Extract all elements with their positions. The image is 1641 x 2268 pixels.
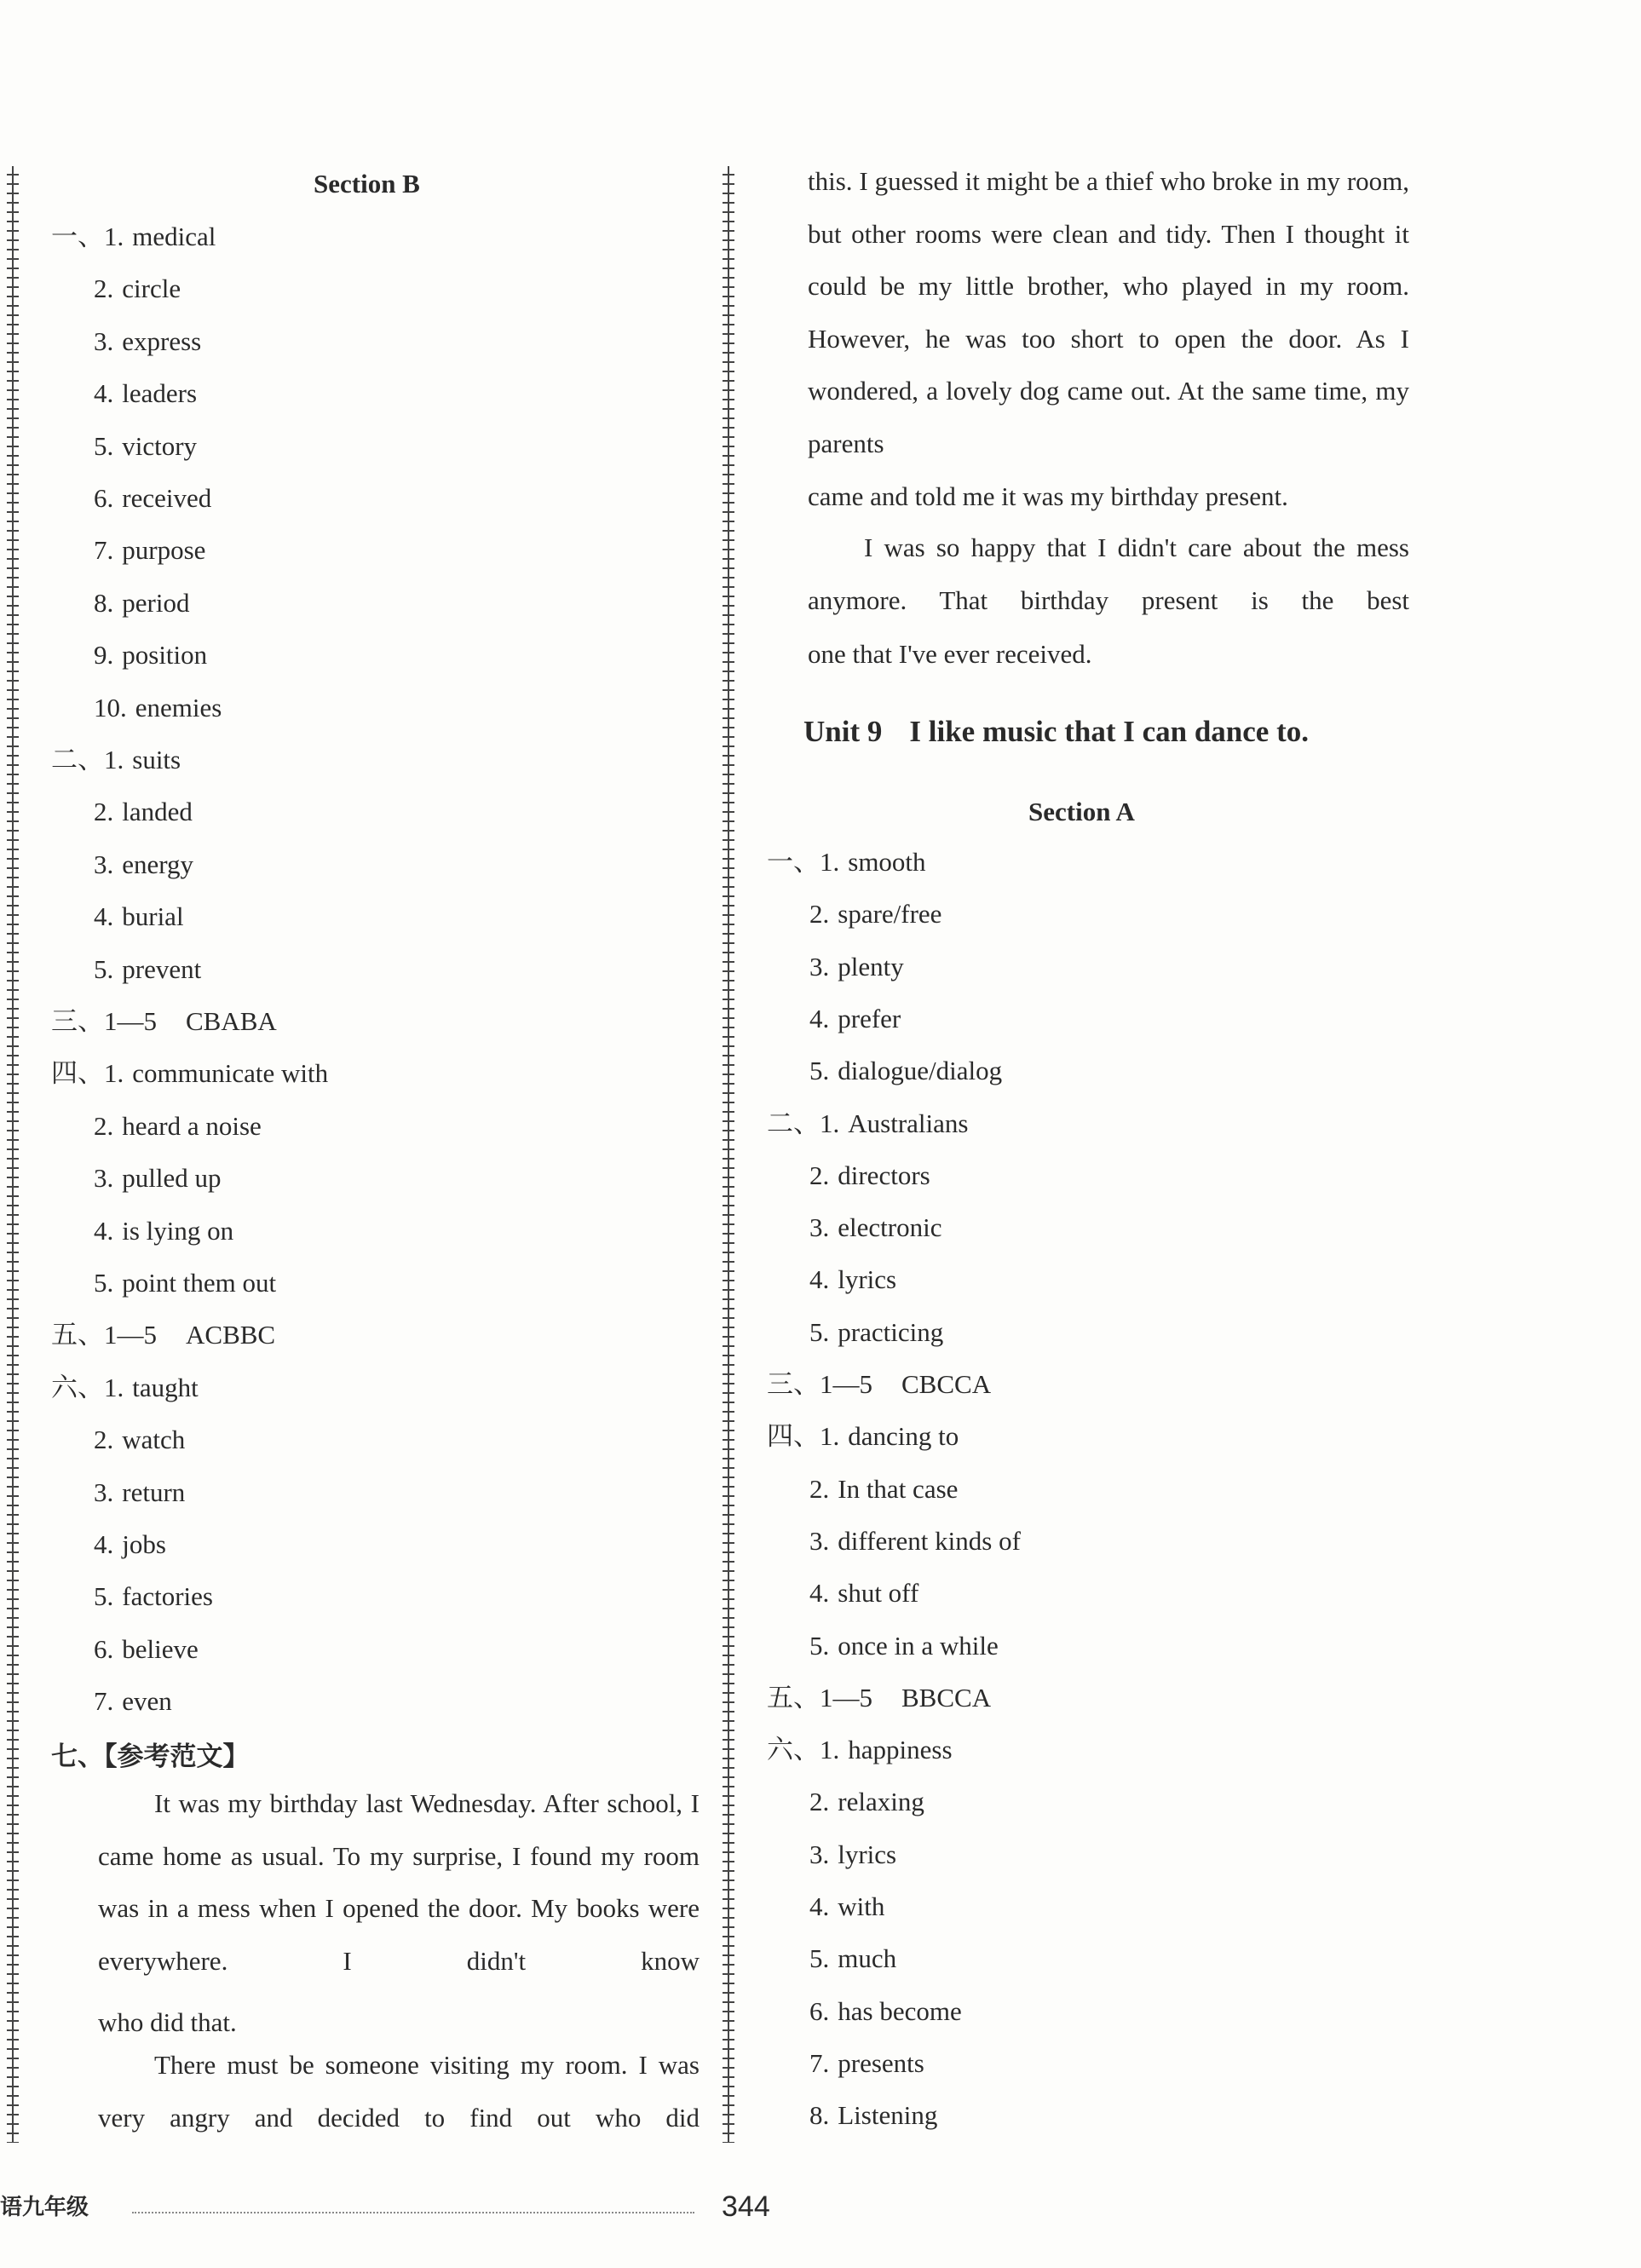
- answer-row: [51, 746, 181, 773]
- answer-text: express: [122, 325, 202, 356]
- answer-number: 2.: [94, 797, 114, 827]
- answer-text: lyrics: [838, 1839, 897, 1869]
- answer-row: [94, 694, 222, 721]
- essay-line: one that I've ever received.: [808, 639, 1092, 669]
- essay-left-paragraph-2: [98, 2039, 700, 2144]
- answer-text: dancing to: [848, 1421, 959, 1452]
- answer-text: even: [122, 1686, 172, 1717]
- answer-number: 9.: [94, 640, 114, 671]
- answer-text: energy: [122, 849, 194, 879]
- answer-number: 4.: [809, 1578, 830, 1609]
- essay-line: my room, but other rooms were clean and tidy.: [808, 166, 1410, 249]
- answer-number: 7.: [809, 2047, 830, 2078]
- answer-number: 3.: [809, 1839, 830, 1869]
- answer-text: point them out: [122, 1268, 277, 1298]
- answer-row: [809, 1005, 901, 1032]
- answer-row: [94, 953, 202, 984]
- answer-number: 5.: [94, 1581, 114, 1612]
- answer-row: [809, 1788, 924, 1815]
- answer-text: plenty: [838, 951, 904, 981]
- answer-text: presents: [838, 2047, 924, 2078]
- answer-number: 三、1—5: [767, 1369, 872, 1399]
- answer-row: [767, 1736, 953, 1763]
- answer-text: practicing: [838, 1316, 944, 1347]
- answer-row: [51, 1321, 275, 1348]
- answer-number: 6.: [809, 1995, 830, 2026]
- answer-row: [767, 1421, 959, 1452]
- answer-text: lyrics: [838, 1264, 897, 1295]
- answer-number: 6.: [94, 483, 114, 513]
- answer-row: [94, 430, 198, 461]
- answer-number: 3.: [809, 951, 830, 981]
- answer-number: 五、1—5: [51, 1320, 157, 1350]
- answer-number: 8.: [94, 587, 114, 618]
- answer-text: happiness: [848, 1735, 953, 1765]
- answer-row: [809, 1057, 1002, 1084]
- answer-text: victory: [122, 430, 198, 461]
- answer-number: 2.: [94, 1110, 114, 1141]
- answer-row: [809, 1473, 959, 1504]
- answer-row: [94, 587, 190, 618]
- answer-text: BBCCA: [901, 1682, 992, 1713]
- answer-row: [94, 1479, 185, 1505]
- answer-row: [94, 1217, 233, 1244]
- essay-line: short to open the door. As I wondered, a lovely: [808, 323, 1410, 406]
- answer-row: [809, 1212, 942, 1243]
- answer-text: ACBBC: [186, 1320, 276, 1350]
- answer-row: [809, 1995, 962, 2026]
- answer-text: medical: [132, 222, 216, 251]
- answer-row: [94, 1269, 276, 1296]
- answer-text: landed: [122, 797, 193, 827]
- answer-number: 四、1.: [51, 1058, 124, 1089]
- answer-number: 2.: [94, 1425, 114, 1455]
- answer-text: circle: [122, 273, 181, 304]
- answer-text: watch: [122, 1425, 186, 1455]
- answer-text: CBABA: [186, 1006, 277, 1036]
- answer-row: [767, 1371, 991, 1397]
- answer-text: smooth: [848, 847, 926, 877]
- answer-row: [809, 1264, 897, 1295]
- answer-text: CBCCA: [901, 1369, 992, 1399]
- answer-row: [809, 1945, 896, 1972]
- unit-title: [803, 717, 1309, 746]
- unit-number: Unit 9: [803, 715, 883, 748]
- essay-line: who did that.: [98, 2007, 237, 2037]
- answer-number: 4.: [94, 1215, 114, 1246]
- answer-row: [94, 903, 184, 930]
- answer-text: once in a while: [838, 1630, 999, 1661]
- binding-margin-left: [7, 166, 19, 2143]
- binding-margin-center: [723, 166, 734, 2143]
- answer-text: Listening: [838, 2100, 938, 2131]
- answer-number: 3.: [809, 1212, 830, 1243]
- answer-row: [809, 1162, 930, 1189]
- answer-text: much: [838, 1943, 897, 1974]
- essay-line: found my room was in a mess when I opened the: [98, 1840, 700, 1923]
- answer-number: 2.: [94, 273, 114, 304]
- answer-row: [767, 1110, 968, 1137]
- answer-number: 4.: [809, 1264, 830, 1295]
- answer-number: 8.: [809, 2100, 830, 2131]
- answer-row: [809, 1893, 884, 1920]
- answer-row: [809, 899, 942, 930]
- essay-line: school, I came home as usual. To my surprise, I: [98, 1788, 700, 1871]
- essay-line: door. My books were everywhere. I didn't know: [98, 1893, 700, 1976]
- answer-number: 六、1.: [51, 1372, 124, 1402]
- answer-row: [94, 1163, 222, 1194]
- essay-line: came and told me it was my birthday present.: [808, 481, 1288, 511]
- answer-number: 2.: [809, 1787, 830, 1817]
- essay-right-paragraph-2: [808, 521, 1409, 626]
- answer-text: communicate with: [132, 1058, 329, 1089]
- answer-row: [51, 1008, 277, 1034]
- answer-text: relaxing: [838, 1787, 924, 1817]
- answer-row: [51, 1374, 199, 1401]
- essay-line: this. I guessed it might be a thief who broke in: [808, 166, 1300, 196]
- essay-right-paragraph-1: [808, 155, 1409, 469]
- answer-row: [809, 953, 904, 980]
- answer-row: [94, 1633, 199, 1664]
- answer-row: [94, 1110, 262, 1141]
- answer-text: leaders: [122, 378, 198, 409]
- answer-text: electronic: [838, 1212, 942, 1243]
- answer-text: pulled up: [122, 1163, 222, 1194]
- answer-number: 4.: [809, 1891, 830, 1921]
- answer-row: [51, 223, 216, 250]
- answer-text: period: [122, 587, 190, 618]
- essay-line: Then I thought it could be my little brother,: [808, 218, 1409, 301]
- answer-row: [809, 1632, 999, 1659]
- answer-number: 5.: [809, 1316, 830, 1347]
- answer-number: 3.: [94, 849, 114, 879]
- answer-row: [809, 1841, 896, 1868]
- answer-row: [94, 1531, 166, 1557]
- answer-text: prefer: [838, 1003, 901, 1033]
- page-number: 344: [722, 2190, 770, 2223]
- answer-number: 一、1.: [767, 847, 840, 877]
- answer-text: has become: [838, 1995, 962, 2026]
- answer-number: 2.: [809, 1160, 830, 1190]
- answer-row: [767, 1684, 991, 1711]
- answer-text: with: [838, 1891, 885, 1921]
- answer-number: 5.: [809, 1056, 830, 1086]
- essay-line: There must be someone visiting my room. I: [154, 2050, 648, 2080]
- answer-row: [809, 1578, 919, 1609]
- answer-row: [94, 851, 193, 878]
- answer-number: 二、1.: [51, 745, 124, 774]
- grade-label: 语九年级: [0, 2195, 89, 2220]
- answer-number: 3.: [94, 1477, 114, 1507]
- footer-dotted-rule: [132, 2212, 694, 2213]
- answer-text: heard a noise: [122, 1110, 262, 1141]
- essay-line: was very angry and decided to find out who did: [98, 2050, 700, 2133]
- answer-row: [809, 1525, 1021, 1556]
- answer-number: 四、1.: [767, 1421, 840, 1452]
- answer-text: dialogue/dialog: [838, 1056, 1003, 1086]
- answer-number: 五、1—5: [767, 1682, 872, 1713]
- answer-text: jobs: [122, 1529, 166, 1559]
- answer-text: purpose: [122, 535, 206, 566]
- answer-row: [94, 275, 181, 302]
- essay-label: 七、【参考范文】: [51, 1741, 250, 1771]
- answer-text: different kinds of: [838, 1525, 1021, 1556]
- answer-number: 三、1—5: [51, 1006, 157, 1036]
- essay-line: It was my birthday last Wednesday. After: [154, 1788, 599, 1818]
- answer-text: is lying on: [122, 1215, 234, 1246]
- essay-left-paragraph-1: [98, 1777, 700, 1987]
- answer-number: 2.: [809, 1473, 830, 1504]
- answer-number: 4.: [94, 378, 114, 409]
- answer-text: directors: [838, 1160, 930, 1190]
- answer-row: [94, 535, 206, 566]
- answer-text: position: [122, 640, 208, 671]
- answer-number: 二、1.: [767, 1108, 840, 1138]
- answer-number: 六、1.: [767, 1735, 840, 1765]
- answer-text: In that case: [838, 1473, 959, 1504]
- answer-row: [809, 1316, 944, 1347]
- answer-number: 4.: [809, 1003, 830, 1033]
- answer-row: [51, 1058, 329, 1089]
- answer-number: 一、1.: [51, 222, 124, 251]
- left-section-title: Section B: [314, 169, 420, 199]
- answer-row: [809, 2047, 924, 2078]
- answer-text: Australians: [848, 1108, 969, 1138]
- answer-number: 6.: [94, 1633, 114, 1664]
- answer-text: burial: [122, 901, 184, 932]
- answer-text: taught: [132, 1372, 199, 1402]
- answer-text: factories: [122, 1581, 213, 1612]
- answer-text: prevent: [122, 953, 202, 984]
- essay-line: I was so happy that I didn't care about the: [864, 532, 1345, 562]
- answer-number: 5.: [94, 1268, 114, 1298]
- answer-row: [94, 325, 202, 356]
- answer-row: [94, 485, 211, 511]
- answer-text: received: [122, 483, 212, 513]
- answer-number: 5.: [809, 1943, 830, 1974]
- answer-number: 2.: [809, 899, 830, 930]
- answer-text: enemies: [135, 692, 222, 722]
- answer-row: [809, 2100, 938, 2131]
- answer-number: 5.: [809, 1630, 830, 1661]
- answer-number: 4.: [94, 1529, 114, 1559]
- answer-text: shut off: [838, 1578, 919, 1609]
- answer-text: spare/free: [838, 899, 942, 930]
- essay-line: dog came out. At the same time, my parents: [808, 376, 1409, 458]
- answer-number: 7.: [94, 1686, 114, 1717]
- answer-number: 3.: [94, 1163, 114, 1194]
- answer-number: 5.: [94, 430, 114, 461]
- answer-row: [94, 798, 193, 825]
- answer-number: 3.: [94, 325, 114, 356]
- answer-row: [94, 378, 198, 409]
- answer-row: [94, 1581, 213, 1612]
- answer-row: [94, 1426, 185, 1453]
- answer-number: 4.: [94, 901, 114, 932]
- unit-name: I like music that I can dance to.: [909, 715, 1309, 748]
- answer-number: 10.: [94, 692, 127, 722]
- answer-number: 7.: [94, 535, 114, 566]
- essay-line: mess anymore. That birthday present is the best: [808, 532, 1409, 615]
- answer-text: suits: [132, 745, 181, 774]
- right-section-title: Section A: [1028, 797, 1135, 826]
- answer-number: 5.: [94, 953, 114, 984]
- answer-row: [94, 640, 208, 671]
- answer-text: return: [122, 1477, 186, 1507]
- essay-line: who played in my room. However, he was too: [808, 271, 1409, 354]
- answer-text: believe: [122, 1633, 199, 1664]
- answer-row: [767, 849, 926, 875]
- answer-row: [94, 1686, 172, 1717]
- answer-number: 3.: [809, 1525, 830, 1556]
